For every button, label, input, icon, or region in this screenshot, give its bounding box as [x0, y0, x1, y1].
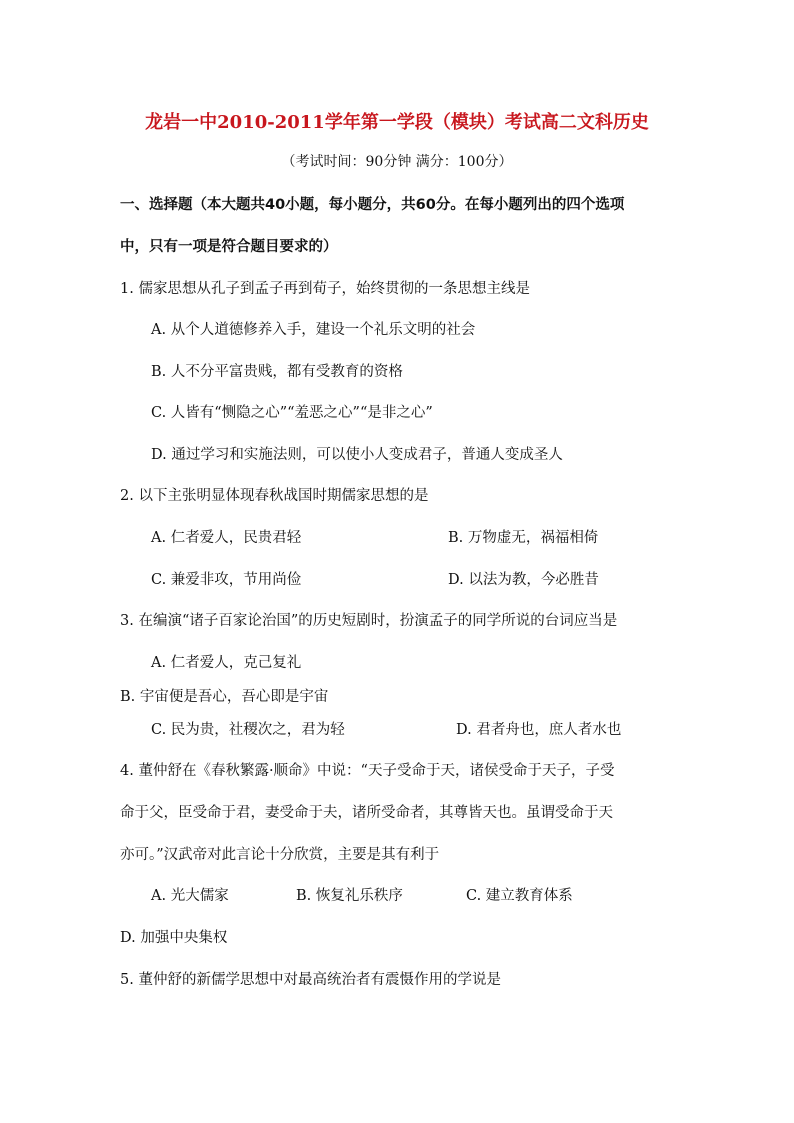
question-1-option-d: D. 通过学习和实施法则，可以使小人变成君子，普通人变成圣人: [151, 447, 563, 463]
question-1-stem: 1. 儒家思想从孔子到孟子再到荀子，始终贯彻的一条思想主线是: [120, 281, 530, 297]
question-5-stem: 5. 董仲舒的新儒学思想中对最高统治者有震慑作用的学说是: [120, 972, 501, 988]
question-3-option-c: C. 民为贵，社稷次之，君为轻: [151, 722, 345, 738]
question-3-option-b: B. 宇宙便是吾心，吾心即是宇宙: [120, 689, 329, 705]
question-4-stem-line2: 命于父，臣受命于君，妻受命于夫，诸所受命者，其尊皆天也。虽谓受命于天: [120, 805, 613, 821]
question-4-stem-line3: 亦可。”汉武帝对此言论十分欣赏，主要是其有利于: [120, 847, 440, 863]
question-2-option-d: D. 以法为教，今必胜昔: [448, 572, 599, 588]
question-3-stem: 3. 在编演“诸子百家论治国”的历史短剧时，扮演孟子的同学所说的台词应当是: [120, 613, 618, 629]
question-4-option-d: D. 加强中央集权: [120, 930, 228, 946]
section-heading-line1: 一、选择题（本大题共40小题，每小题分，共60分。在每小题列出的四个选项: [120, 197, 625, 213]
question-2-stem: 2. 以下主张明显体现春秋战国时期儒家思想的是: [120, 488, 429, 504]
question-4-stem-line1: 4. 董仲舒在《春秋繁露·顺命》中说：“天子受命于天，诸侯受命于天子，子受: [120, 763, 615, 779]
question-2-option-a: A. 仁者爱人，民贵君轻: [151, 530, 302, 546]
question-1-option-c: C. 人皆有“恻隐之心”“羞恶之心”“是非之心”: [151, 405, 433, 421]
question-1-option-b: B. 人不分平富贵贱，都有受教育的资格: [151, 364, 403, 380]
exam-subtitle: （考试时间：90分钟 满分：100分）: [281, 154, 513, 170]
question-3-option-a: A. 仁者爱人，克己复礼: [151, 655, 302, 671]
question-3-option-d: D. 君者舟也，庶人者水也: [456, 722, 622, 738]
question-2-option-b: B. 万物虚无，祸福相倚: [448, 530, 599, 546]
question-4-option-c: C. 建立教育体系: [466, 888, 573, 904]
question-4-option-a: A. 光大儒家: [151, 888, 229, 904]
question-4-option-b: B. 恢复礼乐秩序: [296, 888, 403, 904]
section-heading-line2: 中，只有一项是符合题目要求的）: [120, 239, 338, 255]
exam-title: 龙岩一中2010-2011学年第一学段（模块）考试高二文科历史: [145, 112, 649, 133]
question-1-option-a: A. 从个人道德修养入手，建设一个礼乐文明的社会: [151, 322, 476, 338]
question-2-option-c: C. 兼爱非攻，节用尚俭: [151, 572, 302, 588]
